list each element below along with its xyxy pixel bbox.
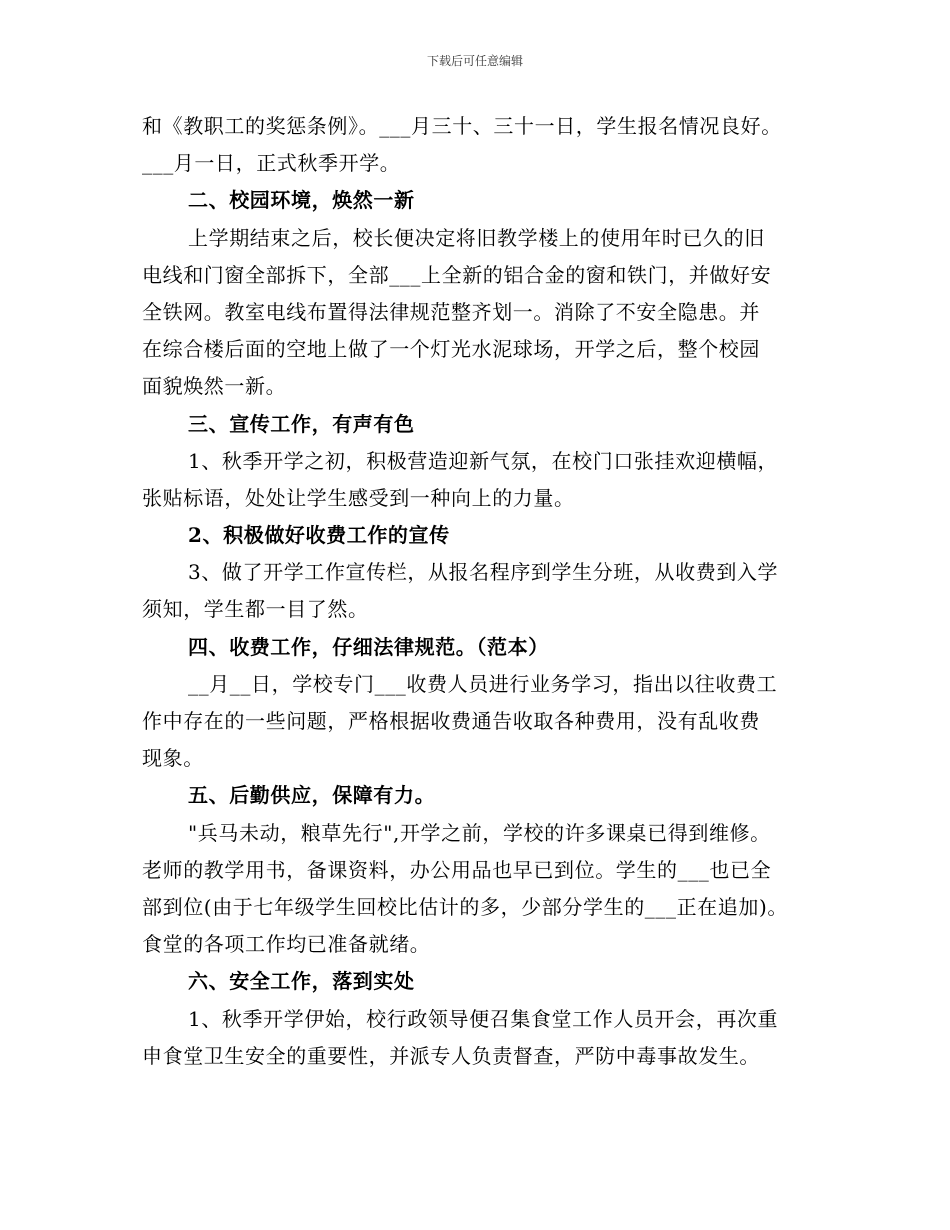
text-line: 全铁网。教室电线布置得法律规范整齐划一。消除了不安全隐患。并 [142, 299, 760, 324]
section-heading: 五、后勤供应，保障有力。 [188, 783, 436, 808]
section-heading: 二、校园环境，焕然一新 [188, 188, 415, 213]
text-line: 须知，学生都一目了然。 [142, 597, 369, 622]
text-line: 上学期结束之后，校长便决定将旧教学楼上的使用年时已久的旧 [188, 225, 765, 250]
section-heading: 六、安全工作，落到实处 [188, 969, 415, 994]
page-header: 下载后可任意编辑 [426, 54, 523, 68]
text-line: 电线和门窗全部拆下，全部___上全新的铝合金的窗和铁门，并做好安 [142, 262, 772, 287]
text-line: 食堂的各项工作均已准备就绪。 [142, 932, 431, 957]
text-line: 1、秋季开学伊始，校行政领导便召集食堂工作人员开会，再次重 [188, 1006, 779, 1031]
text-line: 面貌焕然一新。 [142, 374, 287, 399]
text-line: 张贴标语，处处让学生感受到一种向上的力量。 [142, 485, 575, 510]
section-heading: 2、积极做好收费工作的宣传 [188, 523, 450, 548]
section-heading: 三、宣传工作，有声有色 [188, 411, 415, 436]
text-line: 老师的教学用书，备课资料，办公用品也早已到位。学生的___也已全 [142, 857, 772, 882]
text-line: 申食堂卫生安全的重要性，并派专人负责督查，严防中毒事故发生。 [142, 1043, 760, 1068]
document-body [142, 108, 814, 1075]
section-heading: 四、收费工作，仔细法律规范。（范本） [188, 634, 549, 659]
text-line: 现象。 [142, 746, 204, 771]
text-line: 3、做了开学工作宣传栏，从报名程序到学生分班，从收费到入学 [188, 560, 779, 585]
text-line: 部到位(由于七年级学生回校比估计的多，少部分学生的___正在追加)。 [142, 894, 789, 919]
text-line: ___月一日，正式秋季开学。 [142, 151, 401, 176]
text-line: "兵马未动，粮草先行",开学之前，学校的许多课桌已得到维修。 [188, 820, 771, 845]
text-line: 在综合楼后面的空地上做了一个灯光水泥球场，开学之后，整个校园 [142, 337, 760, 362]
text-line: 作中存在的一些问题，严格根据收费通告收取各种费用，没有乱收费 [142, 709, 760, 733]
text-line: 1、秋季开学之初，积极营造迎新气氛，在校门口张挂欢迎横幅， [188, 448, 779, 473]
text-line: __月__日，学校专门___收费人员进行业务学习，指出以往收费工 [188, 671, 778, 696]
text-line: 和《教职工的奖惩条例》。___月三十、三十一日，学生报名情况良好。 [142, 114, 782, 138]
